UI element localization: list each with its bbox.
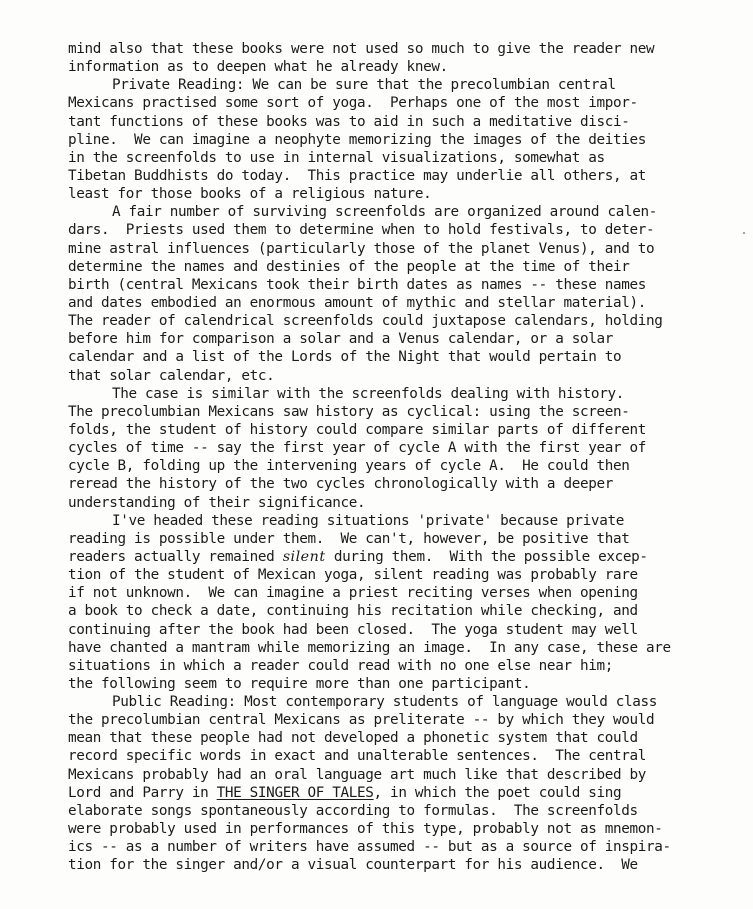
text-line: were probably used in performances of this type, probably not as mnemon- [68, 821, 663, 838]
scan-speck [743, 232, 745, 234]
text-line [68, 548, 738, 566]
text-line: The reader of calendrical screenfolds could juxtapose calendars, holding [68, 313, 663, 330]
text-line: have chanted a mantram while memorizing an image. In any case, these are [68, 639, 671, 656]
text-line: in the screenfolds to use in internal visualizations, somewhat as [68, 149, 605, 166]
text-line: understanding of their significance. [68, 494, 366, 511]
text-line: ics -- as a number of writers have assumed -- but as a source of inspira- [68, 839, 671, 856]
paragraph-start-line: A fair number of surviving screenfolds are organized around calen- [112, 204, 657, 221]
text-line: record specific words in exact and unalterable sentences. The central [68, 748, 647, 765]
text-line: if not unknown. We can imagine a priest reciting verses when opening [68, 585, 638, 602]
text-line: least for those books of a religious nature. [68, 186, 432, 203]
paragraph-start-line: Private Reading: We can be sure that the precolumbian central [112, 77, 616, 94]
text-line: a book to check a date, continuing his recitation while checking, and [68, 603, 638, 620]
text-line: information as to deepen what he already knew. [68, 59, 448, 76]
text-segment: readers actually remained [68, 548, 283, 565]
text-line: that solar calendar, etc. [68, 367, 275, 384]
text-line [68, 784, 738, 802]
text-line: tion for the singer and/or a visual counterpart for his audience. We [68, 857, 638, 874]
text-line: and dates embodied an enormous amount of mythic and stellar material). [68, 294, 647, 311]
body-text [68, 40, 738, 874]
text-line: cycle B, folding up the intervening years of cycle A. He could then [68, 458, 630, 475]
text-line: calendar and a list of the Lords of the Night that would pertain to [68, 349, 622, 366]
text-line: situations in which a reader could read with no one else near him; [68, 657, 613, 674]
text-line: continuing after the book had been closed. The yoga student may well [68, 621, 638, 638]
text-line: Mexicans practised some sort of yoga. Perhaps one of the most impor- [68, 95, 638, 112]
text-line: cycles of time -- say the first year of cycle A with the first year of [68, 440, 647, 457]
paragraph-start-line: Public Reading: Most contemporary students of language would class [112, 694, 657, 711]
text-line: reread the history of the two cycles chronologically with a deeper [68, 476, 613, 493]
text-line: the following seem to require more than one participant. [68, 675, 531, 692]
text-line: reading is possible under them. We can't, however, be positive that [68, 530, 630, 547]
text-segment: during them. With the possible excep- [325, 548, 648, 565]
text-line: Tibetan Buddhists do today. This practice may underlie all others, at [68, 167, 647, 184]
text-line: mean that these people had not developed a phonetic system that could [68, 730, 638, 747]
text-segment: Lord and Parry in [68, 784, 217, 801]
text-line: Mexicans probably had an oral language art much like that described by [68, 766, 647, 783]
text-line: mind also that these books were not used so much to give the reader new [68, 41, 655, 57]
text-line: before him for comparison a solar and a Venus calendar, or a solar [68, 331, 613, 348]
text-line: pline. We can imagine a neophyte memorizing the images of the deities [68, 131, 647, 148]
paragraph-start-line: The case is similar with the screenfolds dealing with history. [112, 385, 624, 402]
text-line: dars. Priests used them to determine when to hold festivals, to deter- [68, 222, 655, 239]
italic-word: silent [282, 548, 326, 565]
text-line: determine the names and destinies of the people at the time of their [68, 258, 630, 275]
text-line: elaborate songs spontaneously according to formulas. The screenfolds [68, 802, 638, 819]
text-line: the precolumbian central Mexicans as preliterate -- by which they would [68, 712, 655, 729]
text-line: birth (central Mexicans took their birth dates as names -- these names [68, 276, 647, 293]
text-line: The precolumbian Mexicans saw history as cyclical: using the screen- [68, 403, 630, 420]
text-segment: , in which the poet could sing [373, 784, 622, 801]
text-line: mine astral influences (particularly those of the planet Venus), and to [68, 240, 655, 257]
underlined-book-title: THE SINGER OF TALES [216, 784, 374, 801]
paragraph-start-line: I've headed these reading situations 'private' because private [112, 512, 624, 529]
text-line: folds, the student of history could compare similar parts of different [68, 421, 647, 438]
text-line: tion of the student of Mexican yoga, silent reading was probably rare [68, 567, 638, 584]
text-line: tant functions of these books was to aid in such a meditative disci- [68, 113, 630, 130]
